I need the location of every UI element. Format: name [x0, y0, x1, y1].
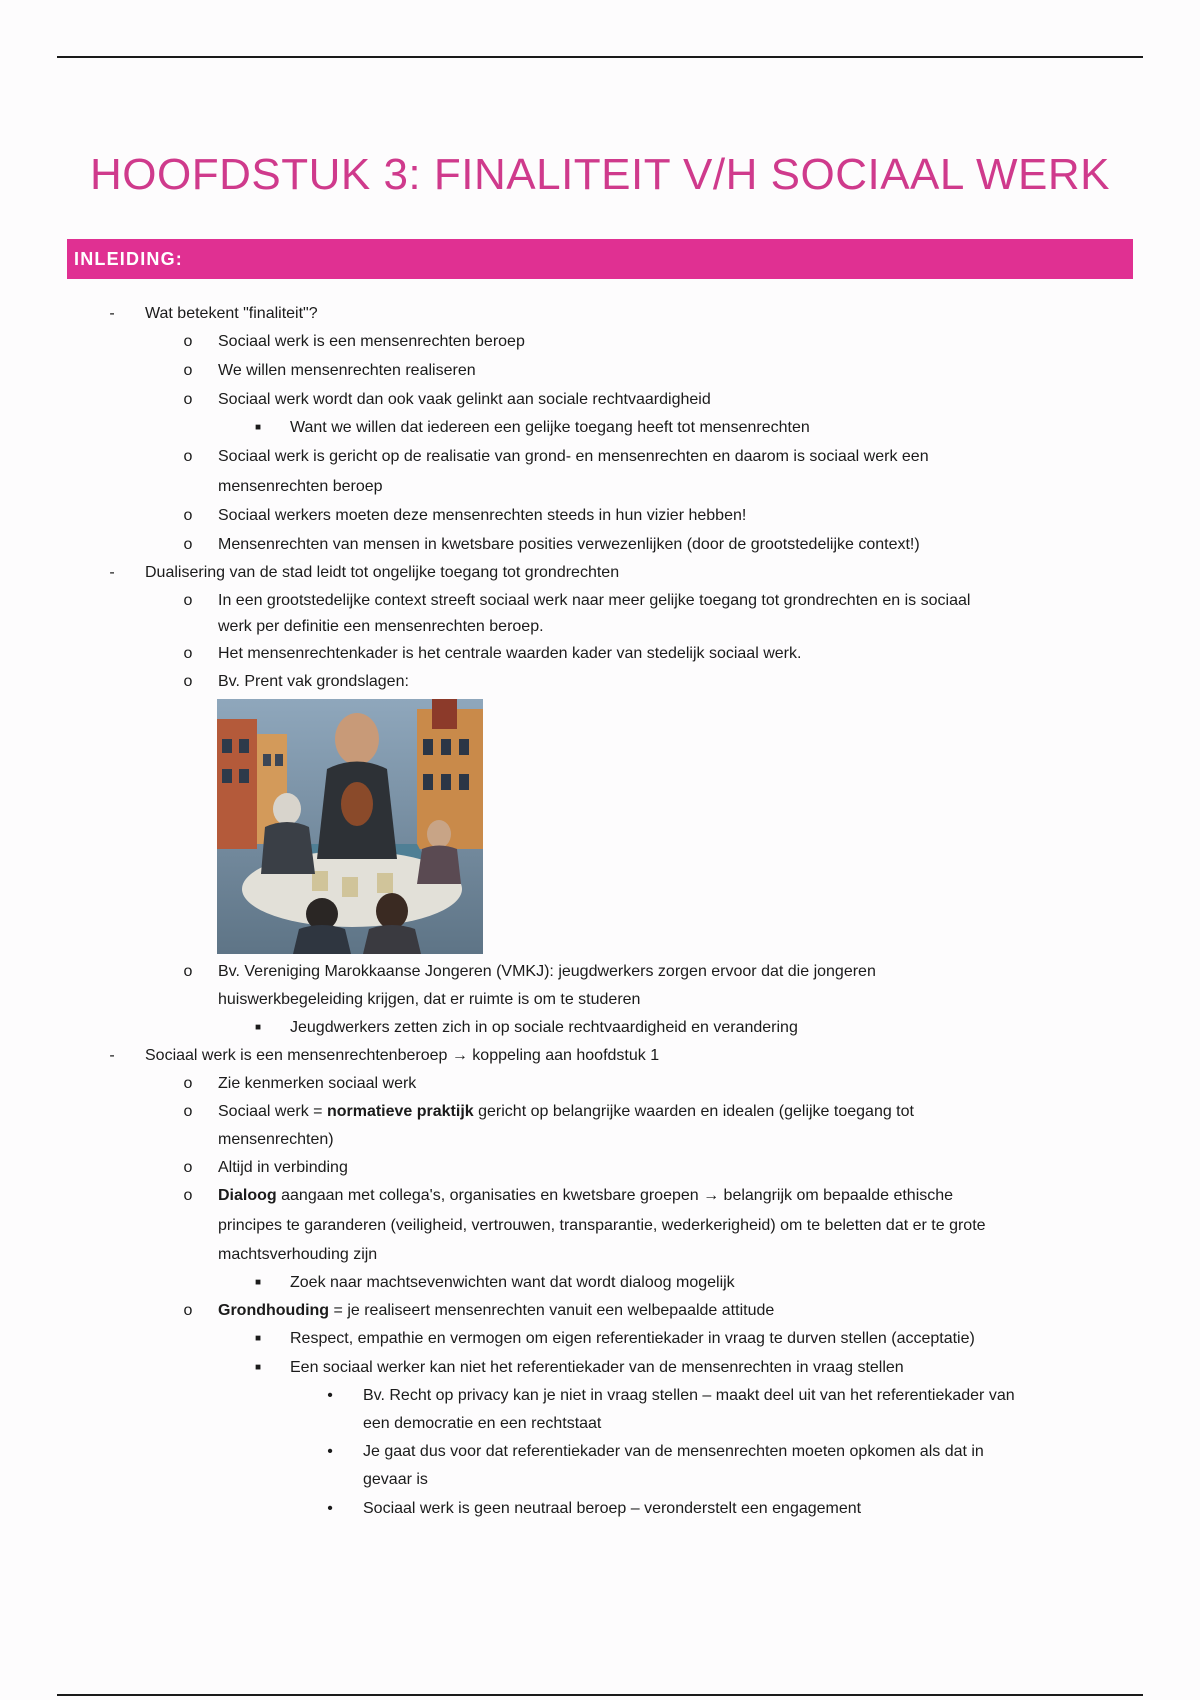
circle-bullet: o: [183, 448, 193, 465]
text-normal: gericht op belangrijke waarden en idealen (gelijke toegang tot: [473, 1103, 914, 1120]
list-item: Bv. Vereniging Marokkaanse Jongeren (VMKJ): jeugdwerkers zorgen ervoor dat die jongeren: [218, 963, 876, 980]
list-item: Sociaal werk is gericht op de realisatie van grond- en mensenrechten en daarom is sociaal werk een: [218, 448, 929, 465]
list-item-continued: werk per definitie een mensenrechten beroep.: [218, 618, 544, 635]
circle-bullet: o: [183, 963, 193, 980]
circle-bullet: o: [183, 536, 193, 553]
list-item: Altijd in verbinding: [218, 1159, 348, 1176]
list-item-continued: gevaar is: [363, 1471, 428, 1488]
circle-bullet: o: [183, 673, 193, 690]
dot-bullet: •: [327, 1443, 333, 1460]
list-item: Zie kenmerken sociaal werk: [218, 1075, 417, 1092]
circle-bullet: o: [183, 391, 193, 408]
list-item: Sociaal werk is geen neutraal beroep – veronderstelt een engagement: [363, 1500, 862, 1517]
square-bullet: ■: [254, 1022, 262, 1033]
list-item: We willen mensenrechten realiseren: [218, 362, 476, 379]
list-item: Sociaal werk wordt dan ook vaak gelinkt aan sociale rechtvaardigheid: [218, 391, 711, 408]
list-item: Zoek naar machtsevenwichten want dat wordt dialoog mogelijk: [290, 1274, 735, 1291]
square-bullet: ■: [254, 422, 262, 433]
bottom-rule: [57, 1694, 1143, 1696]
painting-illustration: [217, 699, 483, 954]
list-item: In een grootstedelijke context streeft sociaal werk naar meer gelijke toegang tot grondrechten en is sociaal: [218, 592, 971, 609]
dash-bullet: -: [109, 305, 115, 322]
list-item: [218, 1297, 774, 1325]
list-item: [218, 1098, 914, 1126]
text-bold: Grondhouding: [218, 1302, 330, 1319]
circle-bullet: o: [183, 592, 193, 609]
list-item-continued: een democratie en een rechtstaat: [363, 1415, 602, 1432]
list-item: [218, 1182, 953, 1210]
circle-bullet: o: [183, 1103, 193, 1120]
list-item: Mensenrechten van mensen in kwetsbare posities verwezenlijken (door de grootstedelijke context!): [218, 536, 920, 553]
circle-bullet: o: [183, 1075, 193, 1092]
list-item: Jeugdwerkers zetten zich in op sociale rechtvaardigheid en verandering: [290, 1019, 798, 1036]
circle-bullet: o: [183, 645, 193, 662]
dot-bullet: •: [327, 1500, 333, 1517]
list-item: Een sociaal werker kan niet het referentiekader van de mensenrechten in vraag stellen: [290, 1359, 904, 1376]
text-normal: aangaan met collega's, organisaties en kwetsbare groepen → belangrijk om bepaalde ethische: [276, 1187, 954, 1204]
list-item-continued: mensenrechten): [218, 1131, 334, 1148]
list-item-continued: mensenrechten beroep: [218, 478, 383, 495]
list-item-continued: machtsverhouding zijn: [218, 1246, 378, 1263]
square-bullet: ■: [254, 1333, 262, 1344]
list-item: Wat betekent "finaliteit"?: [145, 305, 318, 322]
text-bold: Dialoog: [218, 1187, 277, 1204]
dot-bullet: •: [327, 1387, 333, 1404]
list-item: Sociaal werk is een mensenrechtenberoep → koppeling aan hoofdstuk 1: [145, 1047, 660, 1064]
circle-bullet: o: [183, 1302, 193, 1319]
dash-bullet: -: [109, 1047, 115, 1064]
list-item: Sociaal werk is een mensenrechten beroep: [218, 333, 525, 350]
image-caption: Bv. Prent vak grondslagen:: [218, 673, 409, 690]
list-item: Bv. Recht op privacy kan je niet in vraag stellen – maakt deel uit van het referentiekader van: [363, 1387, 1015, 1404]
list-item: Sociaal werkers moeten deze mensenrechten steeds in hun vizier hebben!: [218, 507, 747, 524]
circle-bullet: o: [183, 1187, 193, 1204]
list-item: Je gaat dus voor dat referentiekader van de mensenrechten moeten opkomen als dat in: [363, 1443, 984, 1460]
painting-image: [217, 699, 483, 954]
top-rule: [57, 56, 1143, 58]
text-normal: = je realiseert mensenrechten vanuit een welbepaalde attitude: [329, 1302, 775, 1319]
square-bullet: ■: [254, 1277, 262, 1288]
circle-bullet: o: [183, 507, 193, 524]
circle-bullet: o: [183, 1159, 193, 1176]
text-normal: Sociaal werk =: [218, 1103, 327, 1120]
text-bold: normatieve praktijk: [326, 1103, 474, 1120]
square-bullet: ■: [254, 1362, 262, 1373]
circle-bullet: o: [183, 362, 193, 379]
dash-bullet: -: [109, 564, 115, 581]
section-heading: INLEIDING:: [67, 239, 1133, 279]
list-item: Want we willen dat iedereen een gelijke toegang heeft tot mensenrechten: [290, 419, 810, 436]
list-item: Respect, empathie en vermogen om eigen referentiekader in vraag te durven stellen (acceptatie): [290, 1330, 975, 1347]
list-item-continued: huiswerkbegeleiding krijgen, dat er ruimte is om te studeren: [218, 991, 641, 1008]
circle-bullet: o: [183, 333, 193, 350]
list-item: Het mensenrechtenkader is het centrale waarden kader van stedelijk sociaal werk.: [218, 645, 802, 662]
list-item-continued: principes te garanderen (veiligheid, vertrouwen, transparantie, wederkerigheid) om te beletten dat er te grote: [218, 1217, 986, 1234]
list-item: Dualisering van de stad leidt tot ongelijke toegang tot grondrechten: [145, 564, 620, 581]
page-title: HOOFDSTUK 3: FINALITEIT V/H SOCIAAL WERK: [90, 150, 1110, 199]
